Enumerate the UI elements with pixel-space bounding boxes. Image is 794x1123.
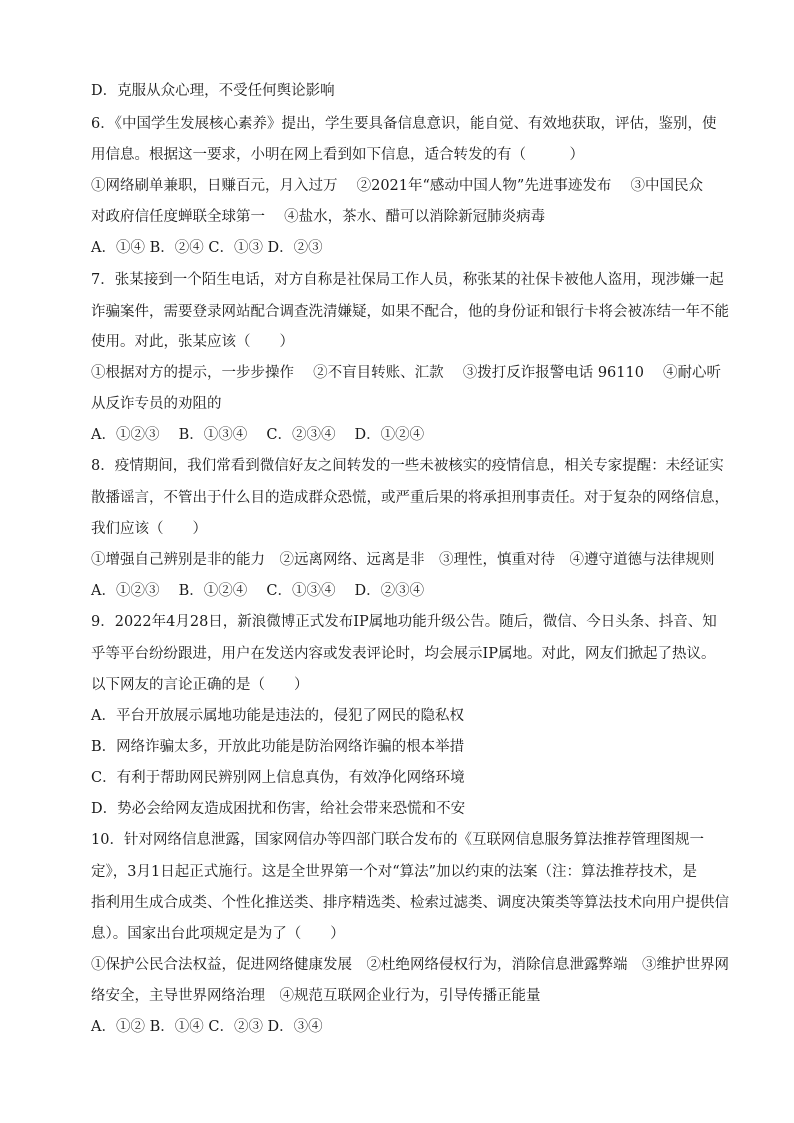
- q7-options: A．①②③ B．①③④ C．②③④ D．①②④: [91, 427, 425, 443]
- q7-stem: 7．张某接到一个陌生电话，对方自称是社保局工作人员，称张某的社保卡被他人盗用，现涉嫌一起: [91, 272, 724, 288]
- q8-stem: 8．疫情期间，我们常看到微信好友之间转发的一些未被核实的疫情信息，相关专家提醒：未经证实: [91, 458, 724, 474]
- q9-option-a: A．平台开放展示属地功能是违法的，侵犯了网民的隐私权: [91, 708, 464, 724]
- q10-statements: 络安全，主导世界网络治理 ④规范互联网企业行为，引导传播正能量: [91, 988, 541, 1004]
- q7-stem: 诈骗案件，需要登录网站配合调查洗清嫌疑，如果不配合，他的身份证和银行卡将会被冻结一年不能: [91, 304, 729, 320]
- q6-statements: 对政府信任度蝉联全球第一 ④盐水，茶水、醋可以消除新冠肺炎病毒: [91, 209, 546, 225]
- q9-stem: 以下网友的言论正确的是（ ）: [91, 677, 309, 693]
- q10-statements: ①保护公民合法权益，促进网络健康发展 ②杜绝网络侵权行为，消除信息泄露弊端 ③维护世界网: [91, 957, 729, 973]
- q10-stem: 定》，3月1日起正式施行。这是全世界第一个对“算法”加以约束的法案（注：算法推荐技术，是: [91, 864, 698, 880]
- q9-stem: 9．2022年4月28日，新浪微博正式发布IP属地功能升级公告。随后，微信、今日头条、抖音、知: [91, 614, 717, 630]
- q10-stem: 指利用生成合成类、个性化推送类、排序精选类、检索过滤类、调度决策类等算法技术向用户提供信: [91, 895, 729, 911]
- q6-statements: ①网络刷单兼职，日赚百元，月入过万 ②2021年“感动中国人物”先进事迹发布 ③中国民众: [91, 178, 703, 194]
- q9-option-d: D．势必会给网友造成困扰和伤害，给社会带来恐慌和不安: [91, 801, 466, 817]
- q9-option-b: B．网络诈骗太多，开放此功能是防治网络诈骗的根本举措: [91, 739, 465, 755]
- q10-stem: 10．针对网络信息泄露，国家网信办等四部门联合发布的《互联网信息服务算法推荐管理图规一: [91, 832, 704, 848]
- q9-option-c: C．有利于帮助网民辨别网上信息真伪，有效净化网络环境: [91, 770, 465, 786]
- q7-statements: 从反诈专员的劝阻的: [91, 396, 222, 412]
- q6-options: A．①④ B．②④ C．①③ D．②③: [91, 240, 323, 256]
- q6-stem: 6．《中国学生发展核心素养》提出，学生要具备信息意识，能自觉、有效地获取，评估，鉴别，使: [91, 116, 717, 132]
- q7-stem: 使用。对此，张某应该（ ）: [91, 334, 294, 350]
- q10-stem: 息）。国家出台此项规定是为了（ ）: [91, 926, 345, 942]
- q8-stem: 散播谣言，不管出于什么目的造成群众恐慌，或严重后果的将承担刑事责任。对于复杂的网络信息，: [91, 490, 729, 506]
- q7-statements: ①根据对方的提示，一步步操作 ②不盲目转账、汇款 ③拨打反诈报警电话 96110 ④耐心听: [91, 365, 722, 381]
- q6-stem: 用信息。根据这一要求，小明在网上看到如下信息，适合转发的有（ ）: [91, 147, 584, 163]
- q5-option-d: D．克服从众心理，不受任何舆论影响: [91, 83, 335, 99]
- q8-stem: 我们应该（ ）: [91, 521, 207, 537]
- q8-options: A．①②③ B．①②④ C．①③④ D．②③④: [91, 583, 425, 599]
- q9-stem: 乎等平台纷纷跟进，用户在发送内容或发表评论时，均会展示IP属地。对此，网友们掀起了热议。: [91, 646, 716, 662]
- q10-options: A．①② B．①④ C．②③ D．③④: [91, 1019, 323, 1035]
- q8-statements: ①增强自己辨别是非的能力 ②远离网络、远离是非 ③理性，慎重对待 ④遵守道德与法律规则: [91, 552, 715, 568]
